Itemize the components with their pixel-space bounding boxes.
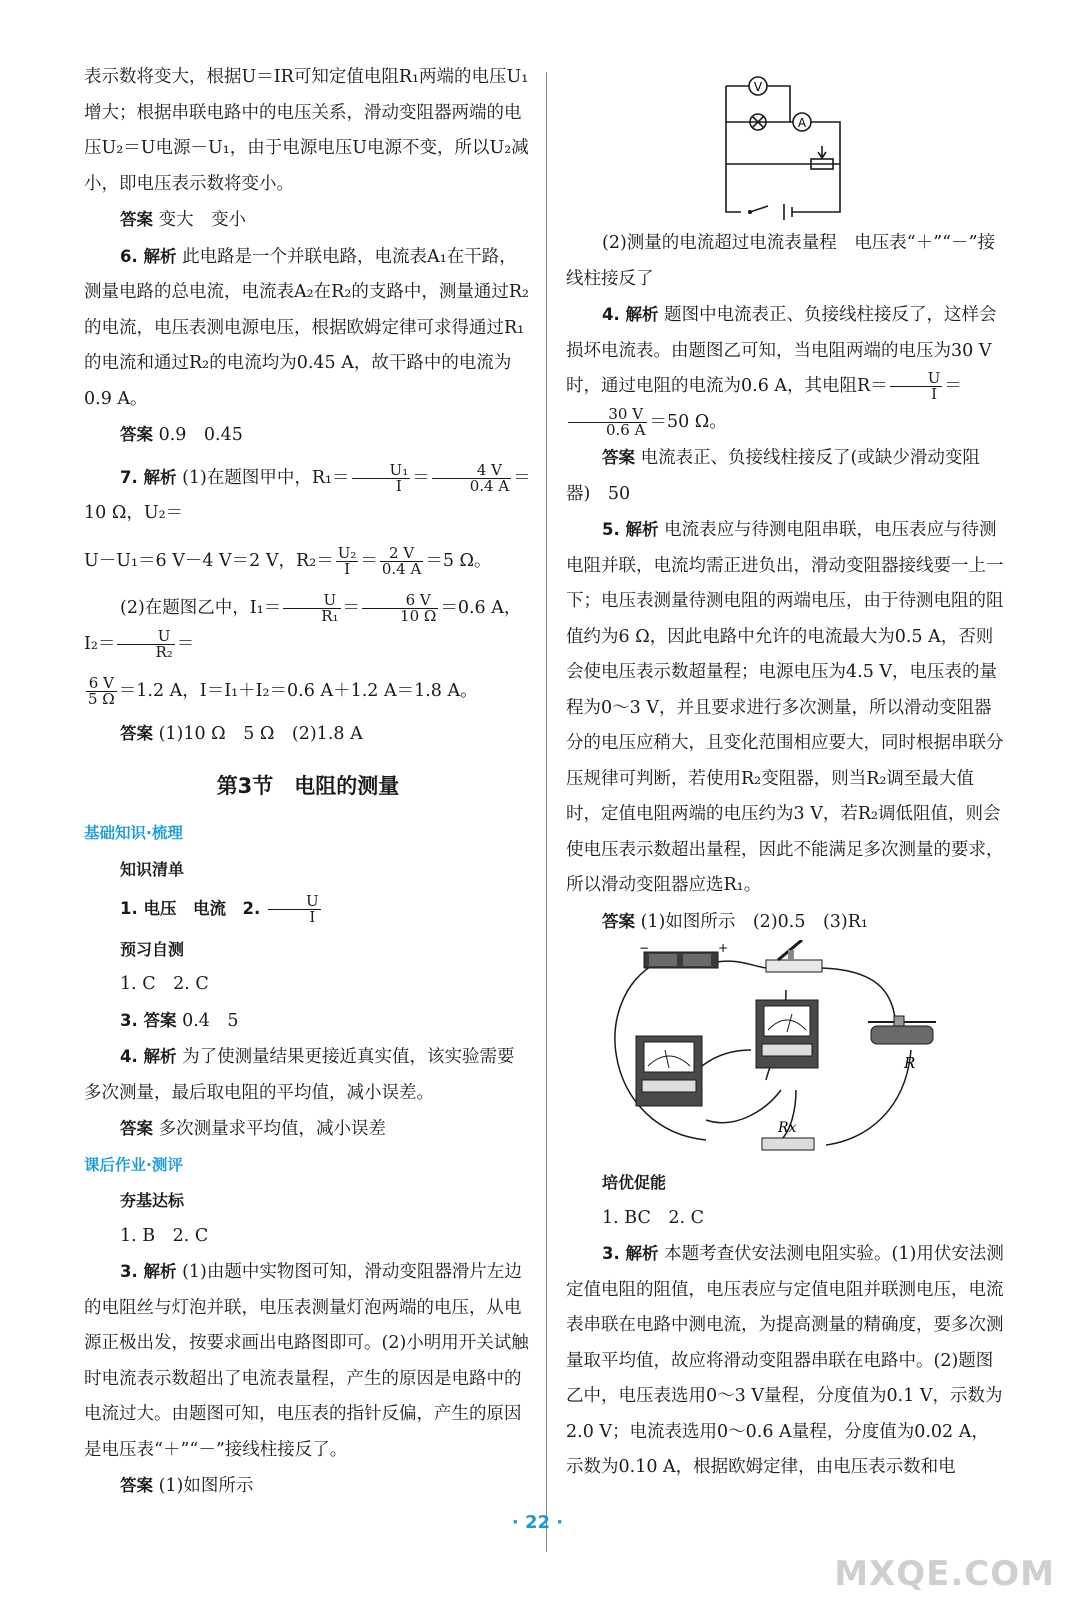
answer-label: 答案 [120, 425, 153, 444]
column-divider [546, 72, 547, 1552]
answer-4 [566, 440, 1004, 512]
battery-icon [639, 941, 728, 968]
answer-text: 变大 变小 [153, 210, 247, 230]
basic-knowledge-heading: 基础知识·梳理 [84, 824, 183, 842]
analysis-5 [566, 512, 1004, 904]
answer-label: 答案 [602, 911, 635, 931]
answer-label: 答案 [120, 1119, 153, 1138]
numerator: 2 V [380, 546, 423, 562]
answer-label: 答案 [120, 723, 153, 743]
foundation-answer-3 [84, 1468, 532, 1505]
denominator: I [931, 385, 938, 403]
answer-text: (1)如图所示 [153, 1476, 254, 1496]
denominator: I [344, 559, 351, 578]
left-column [84, 60, 532, 1505]
fraction [380, 543, 423, 578]
denominator: 0.4 A [469, 476, 510, 495]
analysis-6 [84, 239, 532, 418]
answer-text: 多次测量求平均值，减小误差 [153, 1119, 387, 1139]
watermark: MXQE.COM [834, 1554, 1055, 1594]
denominator: I [309, 908, 316, 926]
analysis-label: 4. 解析 [120, 1047, 177, 1066]
analysis-7-line4 [84, 674, 532, 710]
section-title: 第3节 电阻的测量 [216, 774, 400, 798]
analysis-4 [566, 297, 1004, 440]
resistor-label: Rx [778, 1120, 797, 1136]
denominator: 0.6 A [606, 420, 646, 439]
numerator: 30 V [568, 407, 647, 423]
text: U－U₁＝6 V－4 V＝2 V，R₂＝ [84, 550, 334, 571]
numerator: U [283, 593, 340, 609]
text: ＝ [342, 598, 361, 618]
text: ＝ [360, 550, 378, 571]
foundation-answers: 1. B 2. C [120, 1225, 209, 1246]
text: ＝5 Ω。 [425, 550, 492, 571]
analysis-label: 6. 解析 [120, 246, 177, 266]
voltmeter-symbol: V [753, 80, 763, 94]
text: ＝ [944, 376, 962, 396]
analysis-text: 为了使测量结果更接近真实值，该实验需要多次测量，最后取电阻的平均值，减小误差。 [84, 1047, 515, 1103]
numerator: U₁ [352, 463, 411, 479]
rheostat-label: R [904, 1054, 916, 1072]
denominator: R₁ [321, 607, 339, 625]
denominator: 5 Ω [88, 690, 115, 708]
answer-text: 0.9 0.45 [153, 425, 243, 445]
preview-analysis-4 [84, 1039, 532, 1111]
analysis-label: 5. 解析 [602, 520, 659, 539]
fraction [362, 593, 438, 624]
analysis-7-line1 [84, 460, 532, 532]
answer-text: 电流表正、负接线柱接反了(或缺少滑动变阻器) 50 [566, 448, 980, 504]
fraction [117, 626, 174, 661]
numerator: 6 V [86, 676, 117, 692]
numerator: U [117, 629, 174, 645]
analysis-text: 题图中电流表正、负接线柱接反了，这样会损坏电流表。由题图乙可知，当电阻两端的电压为30 V时，通过电阻的电流为0.6 A，其电阻R＝ [566, 305, 997, 396]
fraction [268, 894, 321, 925]
fraction [283, 593, 340, 624]
answer-label: 答案 [120, 1476, 153, 1495]
text: ＝ [412, 467, 430, 488]
text: ＝10 Ω，U₂＝ [84, 467, 531, 523]
resistor-rx-icon [762, 1120, 814, 1150]
numerator: U [890, 371, 943, 387]
text: 1. 电压 电流 2. [120, 899, 266, 918]
analysis-7-line2 [84, 544, 532, 580]
advance-answers: 1. BC 2. C [602, 1207, 704, 1228]
text: ＝1.2 A，I＝I₁＋I₂＝0.6 A＋1.2 A＝1.8 A。 [118, 681, 478, 701]
denominator: 10 Ω [400, 607, 437, 625]
svg-text:−: − [639, 941, 650, 955]
preview-test-heading: 预习自测 [120, 939, 185, 959]
switch-icon [766, 940, 822, 972]
physical-circuit-figure [566, 940, 1004, 1165]
answer-7 [84, 716, 532, 753]
advance-heading: 培优促能 [602, 1173, 667, 1192]
answer-label: 3. 答案 [120, 1010, 177, 1030]
numerator: 4 V [432, 463, 511, 479]
preview-answer-3 [84, 1003, 532, 1040]
answer-text: 0.4 5 [176, 1010, 239, 1031]
analysis-text: 此电路是一个并联电路，电流表A₁在干路，测量电路的总电流，电流表A₂在R₂的支路中，测量通过R₂的电流，电压表测电源电压，根据欧姆定律可求得通过R₁的电流和通过R₂的电流均为0.45 A，故干路中的电流为0.9 A。 [84, 246, 530, 409]
foundation-analysis-3 [84, 1254, 532, 1468]
text: ＝50 Ω。 [649, 411, 727, 432]
answer-text: (1)10 Ω 5 Ω (2)1.8 A [153, 723, 363, 744]
text: ＝ [176, 633, 195, 654]
analysis-7-line3 [84, 591, 532, 662]
preview-answers: 1. C 2. C [120, 974, 209, 994]
answer-6 [84, 417, 532, 454]
numerator: U₂ [337, 543, 357, 562]
right-column [566, 60, 1004, 1486]
page-number: · 22 · [511, 1512, 564, 1533]
analysis-label: 3. 解析 [602, 1244, 659, 1263]
fraction [890, 371, 943, 402]
denominator: I [395, 476, 402, 495]
foundation-heading: 夯基达标 [120, 1191, 185, 1210]
numerator: U [268, 894, 321, 910]
denominator: 0.4 A [381, 559, 422, 578]
right-paragraph-1: (2)测量的电流超过电流表量程 电压表“＋”“－”接线柱接反了 [566, 233, 996, 289]
circuit-diagram [566, 60, 1004, 220]
left-paragraph-1: 表示数将变大，根据U＝IR可知定值电阻R₁两端的电压U₁增大；根据串联电路中的电压关系，滑动变阻器两端的电压U₂＝U电源－U₁，由于电源电压U电源不变，所以U₂减小，即电压表示数将变小。 [84, 67, 529, 194]
numerator: 6 V [362, 593, 438, 609]
homework-heading: 课后作业·测评 [84, 1155, 183, 1174]
answer-5 [84, 202, 532, 239]
analysis-text: (1)由题中实物图可知，滑动变阻器滑片左边的电阻丝与灯泡并联，电压表测量灯泡两端的电压，从电源正极出发，按要求画出电路图即可。(2)小明用开关试触时电流表示数超出了电流表量程，产生的原因是电路中的电流过大。由题图可知，电压表的指针反偏，产生的原因是电压表“＋”“－”接线柱接反了。 [84, 1262, 529, 1460]
switch-pivot [748, 210, 752, 214]
analysis-label: 3. 解析 [120, 1262, 177, 1281]
fraction [568, 404, 647, 439]
ammeter-icon [636, 1036, 702, 1106]
analysis-label: 4. 解析 [602, 305, 659, 324]
text: (1)在题图甲中，R₁＝ [176, 467, 350, 488]
text: (2)在题图乙中，I₁＝ [120, 598, 282, 618]
fraction [352, 460, 411, 495]
analysis-label: 7. 解析 [120, 467, 177, 487]
svg-text:+: + [718, 941, 729, 955]
advance-analysis-3 [566, 1236, 1004, 1486]
preview-answer-4 [84, 1111, 532, 1148]
analysis-text: 本题考查伏安法测电阻实验。(1)用伏安法测定值电阻的阻值，电压表应与定值电阻并联测电压，电流表串联在电路中测电流，为提高测量的精确度，要多次测量取平均值，故应将滑动变阻器串联在电路中。(2)题图乙中，电压表选用0～3 V量程，分度值为0.1 V，示数为2.0 V；电流表选用0～0.6 A量程，分度值为0.02 A，示数为0.10 A，根据欧姆定律，由电压表示数和电 [566, 1244, 1004, 1477]
answer-label: 答案 [120, 210, 153, 229]
answer-5-right [566, 904, 1004, 941]
fraction [336, 543, 359, 578]
rheostat-icon [868, 1016, 936, 1072]
voltmeter-icon [756, 1000, 818, 1068]
knowledge-list-heading: 知识清单 [120, 859, 185, 879]
answer-text: (1)如图所示 (2)0.5 (3)R₁ [635, 911, 868, 932]
fraction [86, 676, 117, 707]
knowledge-list-item [84, 891, 532, 928]
fraction [432, 460, 511, 495]
denominator: R₂ [155, 642, 173, 661]
answer-label: 答案 [602, 448, 635, 467]
text: ＝0.6 A，I₂＝ [84, 598, 522, 654]
ammeter-symbol: A [797, 116, 807, 130]
analysis-text: 电流表应与待测电阻串联，电压表应与待测电阻并联，电流均需正进负出，滑动变阻器接线要一上一下；电压表测量待测电阻的两端电压，由于待测电阻的阻值约为6 Ω，因此电路中允许的电流最大为0.5 A，否则会使电压表示数超量程；电源电压为4.5 V，电压表的量程为0～3 V，并且要求进行多次测量，所以滑动变阻器分的电压应稍大，且变化范围相应要大，同时根据串联分压规律可判断，若使用R₂变阻器，则当R₂调至最大值时，定值电阻两端的电压约为3 V，若R₂调低阻值，则会使电压表示数超出量程，因此不能满足多次测量的要求，所以滑动变阻器应选R₁。 [566, 520, 1004, 895]
